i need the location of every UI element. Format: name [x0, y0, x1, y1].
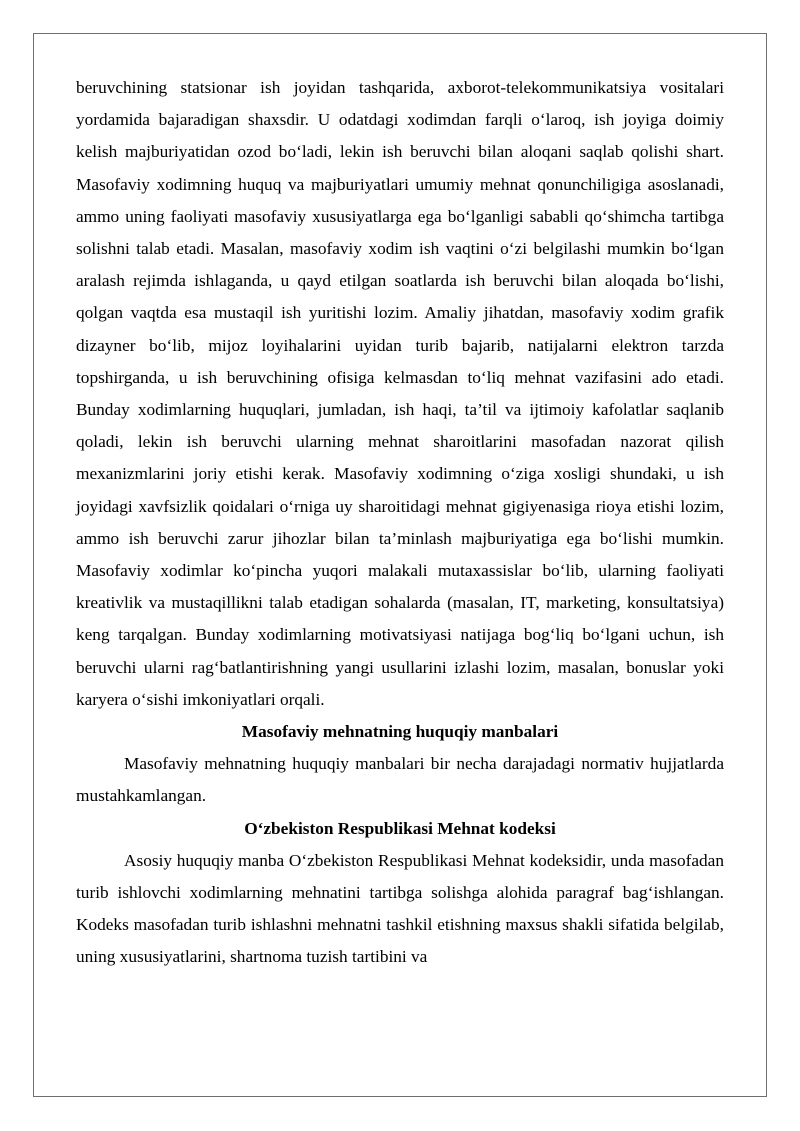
- document-body: [76, 72, 724, 974]
- body-paragraph: Masofaviy mehnatning huquqiy manbalari bir necha darajadagi normativ hujjatlarda mustahkamlangan.: [76, 754, 724, 806]
- body-paragraph: beruvchining statsionar ish joyidan tashqarida, axborot-telekommunikatsiya vositalari yordamida bajaradigan shaxsdir. U odatdagi xodimdan farqli o‘laroq, ish joyiga doimiy kelish majburiyatidan ozod bo‘ladi, lekin ish beruvchi bilan aloqani saqlab qolishi shart. Masofaviy xodimning huquq va majburiyatlari umumiy mehnat qonunchiligiga asoslanadi, ammo uning faoliyati masofaviy xususiyatlarga ega bo‘lganligi sababli qo‘shimcha tartibga solishni talab etadi. Masalan, masofaviy xodim ish vaqtini o‘zi belgilashi mumkin bo‘lgan aralash rejimda ishlaganda, u qayd etilgan soatlarda ish beruvchi bilan aloqada bo‘lishi, qolgan vaqtda esa mustaqil ish yuritishi lozim. Amaliy jihatdan, masofaviy xodim grafik dizayner bo‘lib, mijoz loyihalarini uyidan turib bajarib, natijalarni elektron tarzda topshirganda, u ish beruvchining ofisiga kelmasdan to‘liq mehnat vazifasini ado etadi. Bunday xodimlarning huquqlari, jumladan, ish haqi, ta’til va ijtimoiy kafolatlar saqlanib qoladi, lekin ish beruvchi ularning mehnat sharoitlarini masofadan nazorat qilish mexanizmlarini joriy etishi kerak. Masofaviy xodimning o‘ziga xosligi shundaki, u ish joyidagi xavfsizlik qoidalari o‘rniga uy sharoitidagi mehnat gigiyenasiga rioya etishi lozim, ammo ish beruvchi zarur jihozlar bilan ta’minlash majburiyatiga ega bo‘lishi mumkin. Masofaviy xodimlar ko‘pincha yuqori malakali mutaxassislar bo‘lib, ularning faoliyati kreativlik va mustaqillikni talab etadigan sohalarda (masalan, IT, marketing, konsultatsiya) keng tarqalgan. Bunday xodimlarning motivatsiyasi natijaga bog‘liq bo‘lgani uchun, ish beruvchi ularni rag‘batlantirishning yangi usullarini izlashi lozim, masalan, bonuslar yoki karyera o‘sishi imkoniyatlari orqali.: [76, 78, 724, 709]
- section-heading: Masofaviy mehnatning huquqiy manbalari: [241, 722, 559, 742]
- subsection-heading: O‘zbekiston Respublikasi Mehnat kodeksi: [244, 818, 556, 838]
- body-paragraph: Asosiy huquqiy manba O‘zbekiston Respublikasi Mehnat kodeksidir, unda masofadan turib ishlovchi xodimlarning mehnatini tartibga solishga alohida paragraf bag‘ishlangan. Kodeks masofadan turib ishlashni mehnatni tashkil etishning maxsus shakli sifatida belgilab, uning xususiyatlarini, shartnoma tuzish tartibini va: [76, 850, 724, 967]
